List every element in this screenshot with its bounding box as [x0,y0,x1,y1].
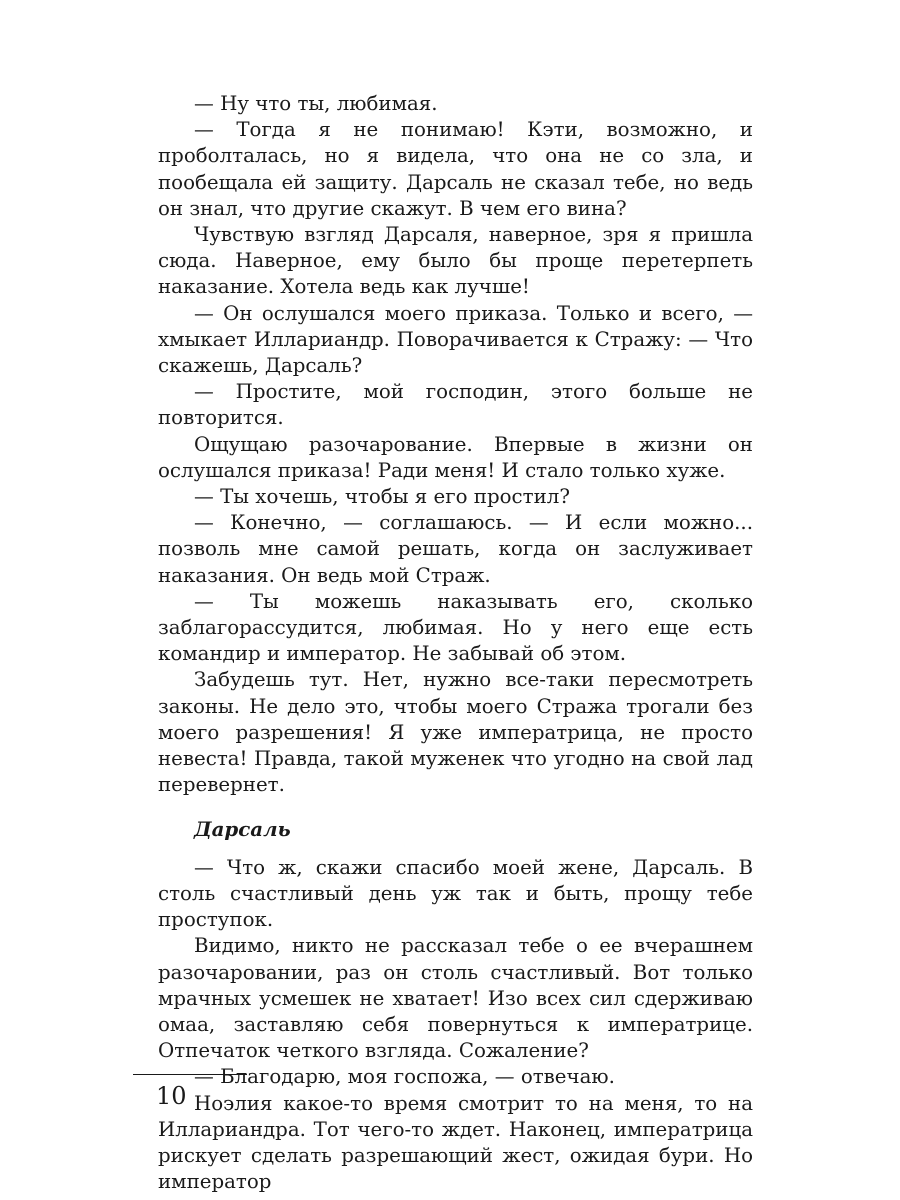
paragraph: Ноэлия какое-то время смотрит то на меня, то на Иллариандра. Тот чего-то ждет. Наконец, императрица рискует сделать разрешающий жест, ожидая бури. Но император [158,1091,753,1194]
paragraph: Забудешь тут. Нет, нужно все-таки пересмотреть законы. Не дело это, чтобы моего Стража трогали без моего разрешения! Я уже императрица, не просто невеста! Правда, такой муженек что угодно на свой лад перевернет. [158,668,753,797]
paragraph: — Тогда я не понимаю! Кэти, возможно, и проболталась, но я видела, что она не со зла, и пообещала ей защиту. Дарсаль не сказал тебе, но ведь он знал, что другие скажут. В чем его вина? [158,118,753,220]
page-body [158,91,753,1195]
section-heading: Дарсаль [194,817,291,842]
paragraph: — Благодарю, моя госпожа, — отвечаю. [194,1065,615,1089]
paragraph: — Он ослушался моего приказа. Только и всего, — хмыкает Иллариандр. Поворачивается к Стражу: — Что скажешь, Дарсаль? [158,301,753,378]
paragraph: Ощущаю разочарование. Впервые в жизни он ослушался приказа! Ради меня! И стало только хуже. [158,432,753,482]
paragraph: — Конечно, — соглашаюсь. — И если можно... позволь мне самой решать, когда он заслуживает наказания. Он ведь мой Страж. [158,511,753,587]
paragraph: Видимо, никто не рассказал тебе о ее вчерашнем разочаровании, раз он столь счастливый. Вот только мрачных усмешек не хватает! Изо всех сил сдерживаю омаа, заставляю себя повернуться к императрице. Отпечаток четкого взгляда. Сожаление? [158,934,753,1063]
page-number: 10 [156,1082,187,1110]
paragraph: — Ты хочешь, чтобы я его простил? [194,485,570,509]
paragraph: — Простите, мой господин, этого больше не повторится. [158,380,753,430]
footer-rule [133,1074,247,1075]
paragraph: — Ну что ты, любимая. [194,92,438,115]
paragraph: — Ты можешь наказывать его, сколько заблагорассудится, любимая. Но у него еще есть командир и император. Не забывай об этом. [158,589,753,666]
paragraph: Чувствую взгляд Дарсаля, наверное, зря я пришла сюда. Наверное, ему было бы проще перетерпеть наказание. Хотела ведь как лучше! [158,223,753,299]
paragraph: — Что ж, скажи спасибо моей жене, Дарсаль. В столь счастливый день уж так и быть, прощу тебе проступок. [158,855,753,932]
